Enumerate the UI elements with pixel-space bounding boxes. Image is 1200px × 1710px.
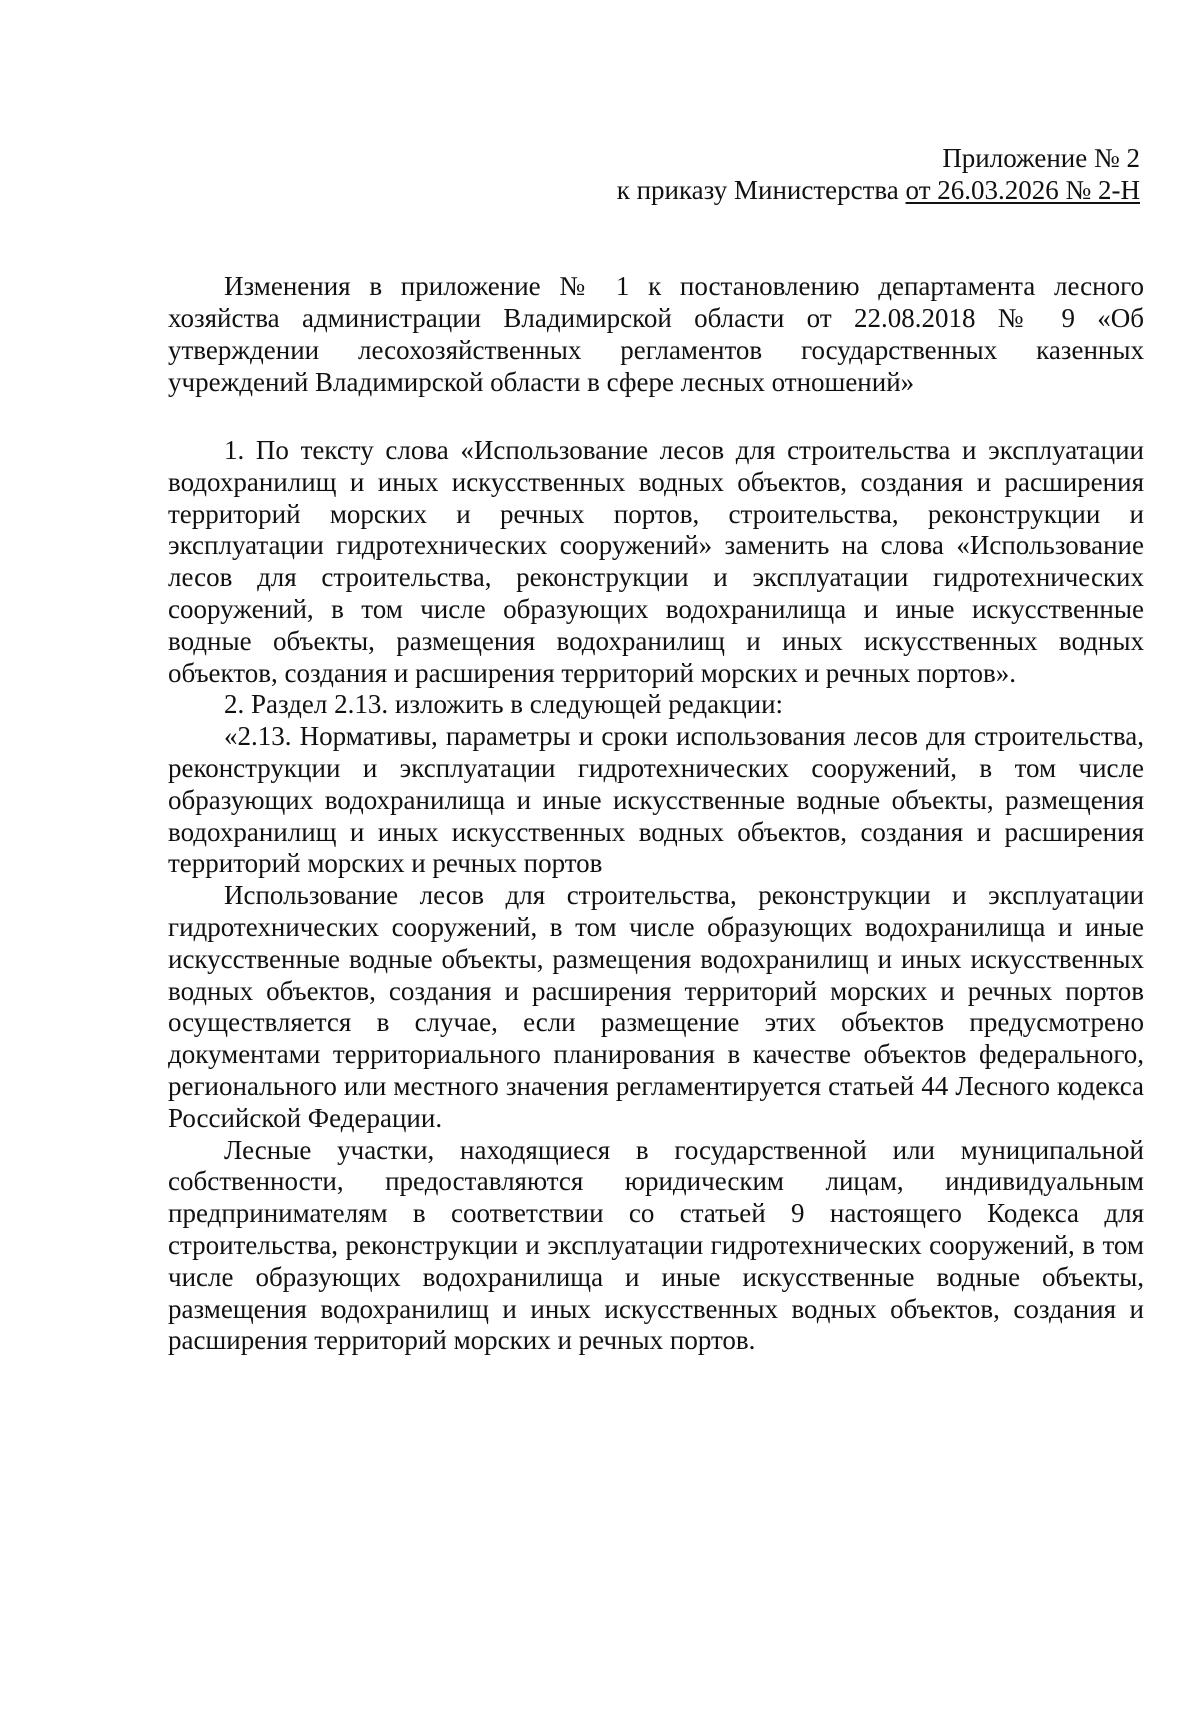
- order-date-number: от 26.03.2026 № 2-Н: [905, 175, 1140, 205]
- appendix-header: [617, 142, 1140, 206]
- order-reference: [617, 174, 1140, 206]
- document-title: Изменения в приложение № 1 к постановлению департамента лесного хозяйства администрации Владимирской области от 22.08.2018 № 9 «Об утверждении лесохозяйственных регламентов государственных казенных учреждений Владимирской области в сфере лесных отношений»: [168, 271, 1144, 397]
- paragraph-5: Лесные участки, находящиеся в государственной или муниципальной собственности, предоставляются юридическим лицам, индивидуальным предпринимателям в соответствии со статьей 9 настоящего Кодекса для строительства, реконструкции и эксплуатации гидротехнических сооружений, в том числе образующих водохранилища и иные искусственные водные объекты, размещения водохранилищ и иных искусственных водных объектов, создания и расширения территорий морских и речных портов.: [168, 1134, 1144, 1356]
- paragraph-4: Использование лесов для строительства, реконструкции и эксплуатации гидротехнических сооружений, в том числе образующих водохранилища и иные искусственные водные объекты, размещения водохранилищ и иных искусственных водных объектов, создания и расширения территорий морских и речных портов осуществляется в случае, если размещение этих объектов предусмотрено документами территориального планирования в качестве объектов федерального, регионального или местного значения регламентируется статьей 44 Лесного кодекса Российской Федерации.: [168, 880, 1144, 1133]
- order-prefix: к приказу Министерства: [616, 175, 899, 205]
- paragraph-1: 1. По тексту слова «Использование лесов для строительства и эксплуатации водохранилищ и иных искусственных водных объектов, создания и расширения территорий морских и речных портов, строительства, реконструкции и эксплуатации гидротехнических сооружений» заменить на слова «Использование лесов для строительства, реконструкции и эксплуатации гидротехнических сооружений, в том числе образующих водохранилища и иные искусственные водные объекты, размещения водохранилищ и иных искусственных водных объектов, создания и расширения территорий морских и речных портов».: [168, 435, 1144, 688]
- paragraph-2: 2. Раздел 2.13. изложить в следующей редакции:: [224, 689, 784, 720]
- paragraph-3: «2.13. Нормативы, параметры и сроки использования лесов для строительства, реконструкции и эксплуатации гидротехнических сооружений, в том числе образующих водохранилища и иные искусственные водные объекты, размещения водохранилищ и иных искусственных водных объектов, создания и расширения территорий морских и речных портов: [168, 721, 1144, 879]
- document-body: [168, 435, 1144, 1357]
- appendix-number: Приложение № 2: [942, 143, 1140, 173]
